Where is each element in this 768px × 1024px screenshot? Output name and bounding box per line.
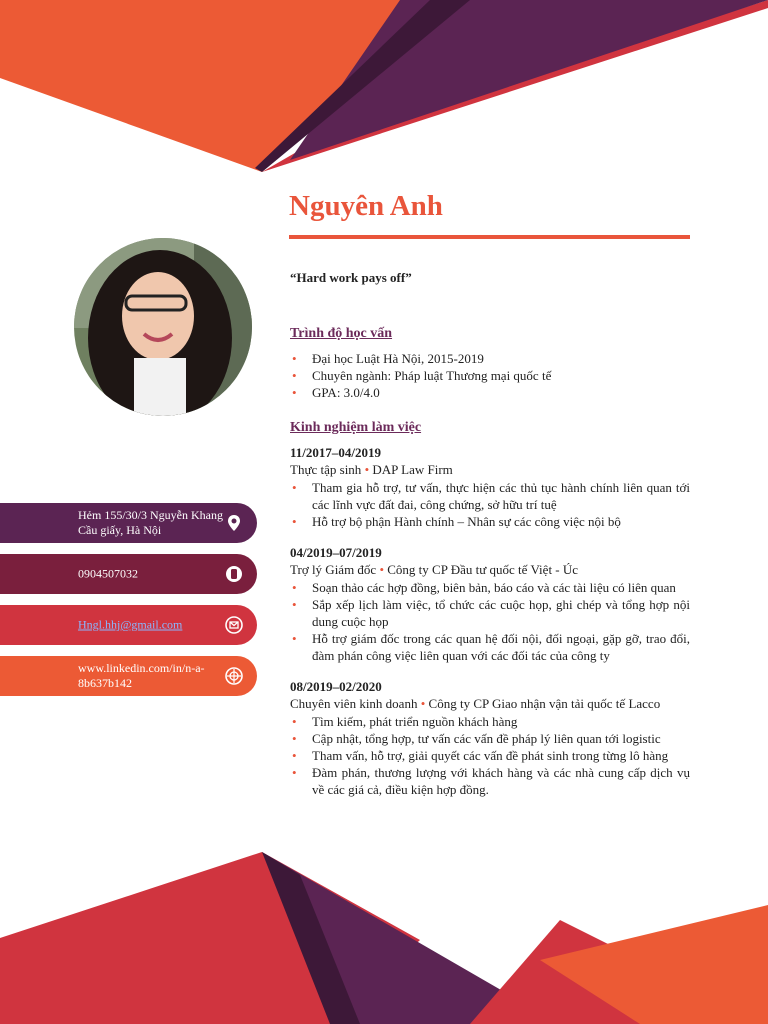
job-role: Thực tập sinh [290, 462, 362, 477]
mail-icon [225, 616, 243, 634]
avatar [74, 238, 252, 416]
list-item: • Soạn thảo các hợp đồng, biên bản, báo cáo và các tài liệu có liên quan [290, 579, 690, 596]
phone-icon [225, 565, 243, 583]
web-icon [225, 667, 243, 685]
job-entry [290, 444, 690, 530]
address-text: Hẻm 155/30/3 Nguyễn Khang Cầu giấy, Hà Nội [78, 508, 223, 537]
job-period: 04/2019–07/2019 [290, 545, 382, 560]
bottom-right-orange-shape [540, 905, 768, 1024]
list-item: • Tìm kiếm, phát triển nguồn khách hàng [290, 713, 690, 730]
top-orange-shape [0, 0, 440, 172]
experience-title: Kinh nghiệm làm việc [290, 420, 422, 435]
job-company: Công ty CP Giao nhận vận tải quốc tế Lacco [428, 696, 661, 711]
education-section [290, 325, 690, 401]
bottom-purple-shape [262, 852, 560, 1024]
email-link[interactable]: Hngl.hhj@gmail.com [78, 617, 183, 632]
list-item: • Đàm phán, thương lượng với khách hàng và các nhà cung cấp dịch vụ về các giá cả, điều kiện hợp đồng. [290, 764, 690, 798]
bottom-right-red-shape [470, 920, 768, 1024]
list-item: • Đại học Luật Hà Nội, 2015-2019 [290, 350, 690, 367]
list-item: • Hỗ trợ bộ phận Hành chính – Nhân sự các công việc nội bộ [290, 513, 690, 530]
linkedin-bar [0, 656, 257, 696]
top-red-shape [262, 0, 768, 172]
list-item: • Sắp xếp lịch làm việc, tổ chức các cuộc họp, ghi chép và tổng hợp nội dung cuộc họp [290, 596, 690, 630]
experience-section [290, 419, 690, 812]
name-divider [289, 235, 690, 239]
job-role: Trợ lý Giám đốc [290, 562, 377, 577]
job-period: 11/2017–04/2019 [290, 445, 382, 460]
top-purple-shape [290, 0, 768, 160]
list-item: • Chuyên ngành: Pháp luật Thương mại quốc tế [290, 367, 690, 384]
job-duties [290, 713, 690, 798]
top-dark-line [255, 0, 470, 172]
job-title: Trợ lý Giám đốc • Công ty CP Đầu tư quốc tế Việt - Úc [290, 562, 579, 577]
job-duties [290, 479, 690, 530]
list-item: • Hỗ trợ giám đốc trong các quan hệ đối nội, đối ngoại, gặp gỡ, trao đổi, đàm phán công việc liên quan với các đối tác của công ty [290, 630, 690, 664]
education-list [290, 350, 690, 401]
phone-text: 0904507032 [78, 566, 138, 581]
phone-bar [0, 554, 257, 594]
list-item: • GPA: 3.0/4.0 [290, 384, 690, 401]
location-pin-icon [225, 514, 243, 532]
job-title: Chuyên viên kinh doanh • Công ty CP Giao nhận vận tải quốc tế Lacco [290, 696, 661, 711]
list-item: • Cập nhật, tổng hợp, tư vấn các vấn đề pháp lý liên quan tới logistic [290, 730, 690, 747]
list-item: • Tham gia hỗ trợ, tư vấn, thực hiện các thủ tục hành chính liên quan tới các lĩnh vực đất đai, công chứng, sở hữu trí tuệ [290, 479, 690, 513]
profile-name: Nguyên Anh [289, 190, 443, 222]
job-entry [290, 678, 690, 798]
linkedin-text[interactable]: www.linkedin.com/in/n-a-8b637b142 [78, 661, 205, 690]
job-role: Chuyên viên kinh doanh [290, 696, 418, 711]
email-bar [0, 605, 257, 645]
job-company: Công ty CP Đầu tư quốc tế Việt - Úc [387, 562, 579, 577]
job-entry [290, 544, 690, 664]
bottom-dark-shape [262, 852, 360, 1024]
job-company: DAP Law Firm [372, 462, 453, 477]
job-title: Thực tập sinh • DAP Law Firm [290, 462, 453, 477]
job-duties [290, 579, 690, 664]
address-bar [0, 503, 257, 543]
job-period: 08/2019–02/2020 [290, 679, 382, 694]
list-item: • Tham vấn, hỗ trợ, giải quyết các vấn đề phát sinh trong từng lô hàng [290, 747, 690, 764]
education-title: Trình độ học vấn [290, 326, 393, 341]
bottom-red-shape [0, 852, 420, 1024]
profile-quote: “Hard work pays off” [290, 270, 412, 285]
